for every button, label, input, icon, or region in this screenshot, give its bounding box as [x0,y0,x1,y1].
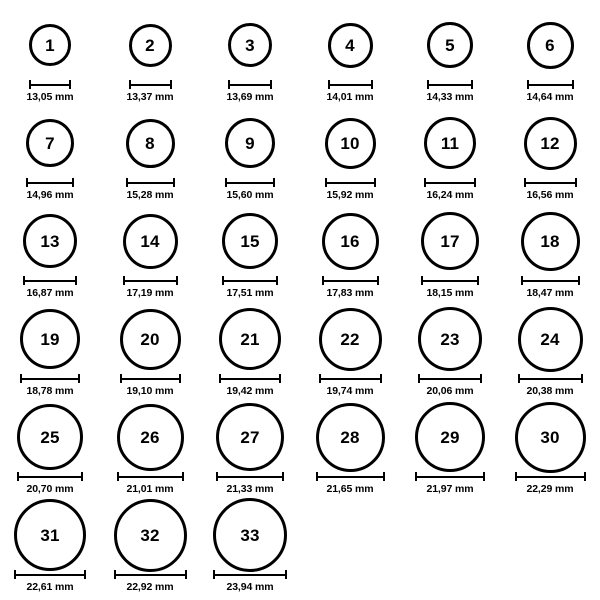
measurement-bar [23,276,77,284]
ring-graphic [213,498,287,572]
ring-graphic [524,106,577,180]
measurement-tick-left [421,276,423,285]
measurement-tick-left [518,374,520,383]
measurement-tick-left [20,374,22,383]
ring-diameter-label: 19,74 mm [326,385,374,397]
measurement-bar [120,374,181,382]
ring-diameter-label: 19,10 mm [126,385,174,397]
measurement-line [325,182,376,184]
ring-circle [120,309,181,370]
ring-graphic [126,106,175,180]
measurement-bar [524,178,577,186]
ring-graphic [129,8,172,82]
ring-size-label: 10 [340,133,360,153]
ring-size-label: 18 [540,231,560,251]
measurement-line [228,84,272,86]
ring-size-label: 19 [40,329,60,349]
measurement-bar [418,374,482,382]
measurement-tick-left [424,178,426,187]
measurement-bar [222,276,278,284]
measurement-tick-right [75,276,77,285]
ring-circle [424,117,476,169]
ring-graphic [14,498,86,572]
ring-graphic [117,400,184,474]
ring-size-label: 13 [40,231,60,251]
ring-circle [427,22,473,68]
measurement-bar [316,472,385,480]
ring-size-label: 16 [340,231,360,251]
ring-size-cell[interactable] [500,8,600,106]
ring-size-label: 24 [540,329,560,349]
measurement-line [322,280,379,282]
measurement-bar [117,472,184,480]
measurement-tick-right [575,178,577,187]
ring-diameter-label: 22,29 mm [526,483,574,495]
ring-size-label: 3 [245,35,255,55]
ring-circle [126,119,175,168]
ring-graphic [325,106,376,180]
ring-diameter-label: 16,24 mm [426,189,474,201]
ring-circle [14,499,86,571]
measurement-tick-right [182,472,184,481]
measurement-bar [521,276,580,284]
measurement-tick-right [474,178,476,187]
ring-circle [29,24,71,66]
ring-size-label: 17 [440,231,460,251]
measurement-bar [114,570,187,578]
ring-circle [322,213,379,270]
ring-size-cell[interactable] [200,8,300,106]
measurement-tick-right [84,570,86,579]
measurement-tick-right [279,374,281,383]
ring-size-label: 2 [145,35,155,55]
measurement-tick-right [374,178,376,187]
ring-size-cell[interactable] [500,302,600,400]
ring-size-cell[interactable] [100,8,200,106]
ring-diameter-label: 18,47 mm [526,287,574,299]
ring-diameter-label: 18,78 mm [26,385,74,397]
ring-circle [216,403,284,471]
measurement-tick-right [483,472,485,481]
ring-diameter-label: 17,83 mm [326,287,374,299]
measurement-bar [322,276,379,284]
measurement-line [421,280,479,282]
measurement-line [527,84,574,86]
ring-circle [418,307,482,371]
measurement-tick-left [117,472,119,481]
ring-diameter-label: 14,01 mm [326,91,374,103]
ring-size-cell[interactable] [100,106,200,204]
ring-graphic [219,302,281,376]
measurement-tick-right [581,374,583,383]
ring-diameter-label: 18,15 mm [426,287,474,299]
measurement-tick-left [213,570,215,579]
ring-graphic [319,302,382,376]
ring-graphic [316,400,385,474]
measurement-line [415,476,485,478]
measurement-line [518,378,583,380]
measurement-tick-left [527,80,529,89]
ring-size-cell[interactable] [200,106,300,204]
measurement-line [225,182,275,184]
ring-circle [521,212,580,271]
measurement-line [319,378,382,380]
measurement-bar [26,178,74,186]
measurement-bar [213,570,287,578]
ring-diameter-label: 14,64 mm [526,91,574,103]
measurement-line [216,476,284,478]
ring-size-label: 7 [45,133,55,153]
measurement-line [123,280,178,282]
measurement-bar [29,80,71,88]
measurement-bar [424,178,476,186]
ring-size-cell[interactable] [200,302,300,400]
measurement-line [17,476,83,478]
ring-size-label: 1 [45,35,55,55]
measurement-tick-left [222,276,224,285]
measurement-tick-right [282,472,284,481]
measurement-bar [415,472,485,480]
measurement-line [114,574,187,576]
measurement-tick-right [584,472,586,481]
measurement-tick-left [23,276,25,285]
measurement-tick-left [219,374,221,383]
ring-size-label: 14 [140,231,160,251]
ring-size-cell[interactable] [400,302,500,400]
ring-graphic [222,204,278,278]
ring-size-cell[interactable] [0,106,100,204]
ring-size-label: 21 [240,329,260,349]
ring-circle [518,307,583,372]
ring-size-label: 28 [340,427,360,447]
ring-circle [17,404,83,470]
ring-size-cell[interactable] [500,400,600,498]
ring-circle [114,499,187,572]
ring-size-cell[interactable] [300,204,400,302]
ring-graphic [427,8,473,82]
measurement-bar [129,80,172,88]
measurement-tick-right [270,80,272,89]
ring-size-label: 11 [440,133,460,153]
ring-graphic [225,106,275,180]
ring-graphic [17,400,83,474]
ring-size-label: 6 [545,35,555,55]
ring-size-cell[interactable] [400,106,500,204]
measurement-bar [515,472,586,480]
ring-circle [325,118,376,169]
ring-size-label: 32 [140,525,160,545]
ring-circle [527,22,574,69]
ring-circle [319,308,382,371]
measurement-tick-left [316,472,318,481]
ring-size-label: 9 [245,133,255,153]
ring-size-cell[interactable] [0,204,100,302]
measurement-line [328,84,373,86]
measurement-tick-right [185,570,187,579]
measurement-bar [216,472,284,480]
measurement-bar [14,570,86,578]
measurement-tick-right [176,276,178,285]
ring-graphic [518,302,583,376]
ring-circle [515,402,586,473]
measurement-tick-left [120,374,122,383]
ring-circle [225,118,275,168]
ring-diameter-label: 22,92 mm [126,581,174,593]
ring-graphic [415,400,485,474]
ring-size-label: 4 [345,35,355,55]
ring-size-label: 22 [340,329,360,349]
measurement-bar [228,80,272,88]
measurement-bar [17,472,83,480]
ring-diameter-label: 21,65 mm [326,483,374,495]
ring-circle [524,117,577,170]
ring-graphic [228,8,272,82]
ring-circle [20,309,80,369]
ring-size-label: 29 [440,427,460,447]
measurement-bar [126,178,175,186]
ring-size-cell[interactable] [500,106,600,204]
ring-circle [23,214,77,268]
measurement-line [418,378,482,380]
ring-size-label: 20 [140,329,160,349]
ring-circle [219,308,281,370]
measurement-line [120,378,181,380]
ring-diameter-label: 21,01 mm [126,483,174,495]
measurement-line [213,574,287,576]
measurement-tick-left [14,570,16,579]
measurement-tick-right [81,472,83,481]
ring-size-label: 15 [240,231,260,251]
ring-size-label: 30 [540,427,560,447]
measurement-line [424,182,476,184]
measurement-tick-right [371,80,373,89]
measurement-tick-left [29,80,31,89]
ring-diameter-label: 21,97 mm [426,483,474,495]
ring-graphic [424,106,476,180]
ring-size-label: 27 [240,427,260,447]
measurement-line [23,280,77,282]
measurement-tick-right [173,178,175,187]
ring-diameter-label: 15,92 mm [326,189,374,201]
measurement-tick-right [572,80,574,89]
ring-graphic [114,498,187,572]
measurement-tick-left [322,276,324,285]
ring-circle [26,119,74,167]
ring-circle [129,24,172,67]
measurement-line [524,182,577,184]
measurement-bar [527,80,574,88]
ring-size-cell[interactable] [200,204,300,302]
measurement-tick-left [126,178,128,187]
measurement-line [515,476,586,478]
ring-size-cell[interactable] [400,400,500,498]
ring-circle [316,403,385,472]
ring-diameter-label: 16,87 mm [26,287,74,299]
ring-circle [421,212,479,270]
measurement-tick-left [328,80,330,89]
ring-graphic [521,204,580,278]
measurement-line [20,378,80,380]
ring-graphic [29,8,71,82]
ring-size-cell[interactable] [0,498,100,596]
ring-diameter-label: 14,33 mm [426,91,474,103]
ring-size-label: 23 [440,329,460,349]
ring-size-label: 33 [240,525,260,545]
ring-circle [222,213,278,269]
ring-size-cell[interactable] [500,204,600,302]
measurement-line [219,378,281,380]
ring-size-label: 5 [445,35,455,55]
measurement-line [427,84,473,86]
measurement-tick-right [578,276,580,285]
ring-size-cell[interactable] [0,8,100,106]
measurement-bar [225,178,275,186]
ring-graphic [421,204,479,278]
ring-size-label: 26 [140,427,160,447]
ring-size-cell[interactable] [300,8,400,106]
ring-size-label: 12 [540,133,560,153]
ring-size-cell[interactable] [200,498,300,596]
measurement-line [222,280,278,282]
measurement-tick-right [383,472,385,481]
ring-diameter-label: 17,51 mm [226,287,274,299]
ring-size-cell[interactable] [0,302,100,400]
ring-graphic [216,400,284,474]
ring-size-cell[interactable] [100,498,200,596]
measurement-bar [319,374,382,382]
ring-size-label: 8 [145,133,155,153]
measurement-tick-right [377,276,379,285]
measurement-bar [123,276,178,284]
ring-circle [415,402,485,472]
ring-diameter-label: 16,56 mm [526,189,574,201]
measurement-tick-right [285,570,287,579]
ring-diameter-label: 19,42 mm [226,385,274,397]
ring-graphic [527,8,574,82]
ring-size-cell[interactable] [400,8,500,106]
measurement-line [26,182,74,184]
measurement-tick-left [225,178,227,187]
measurement-tick-right [273,178,275,187]
ring-graphic [26,106,74,180]
ring-diameter-label: 20,38 mm [526,385,574,397]
ring-size-cell[interactable] [300,302,400,400]
measurement-tick-left [515,472,517,481]
ring-graphic [328,8,373,82]
ring-diameter-label: 23,94 mm [226,581,274,593]
ring-size-cell[interactable] [300,106,400,204]
ring-graphic [515,400,586,474]
measurement-tick-right [276,276,278,285]
measurement-bar [518,374,583,382]
ring-diameter-label: 17,19 mm [126,287,174,299]
ring-size-cell[interactable] [400,204,500,302]
measurement-bar [325,178,376,186]
measurement-tick-left [418,374,420,383]
measurement-line [117,476,184,478]
ring-graphic [20,302,80,376]
ring-diameter-label: 21,33 mm [226,483,274,495]
ring-diameter-label: 14,96 mm [26,189,74,201]
measurement-tick-left [216,472,218,481]
ring-graphic [123,204,178,278]
ring-diameter-label: 22,61 mm [26,581,74,593]
ring-circle [117,404,184,471]
measurement-tick-left [325,178,327,187]
measurement-line [14,574,86,576]
measurement-tick-left [427,80,429,89]
ring-circle [228,23,272,67]
ring-graphic [418,302,482,376]
measurement-tick-left [524,178,526,187]
measurement-bar [421,276,479,284]
ring-diameter-label: 13,69 mm [226,91,274,103]
ring-graphic [23,204,77,278]
ring-size-cell[interactable] [100,204,200,302]
measurement-tick-right [69,80,71,89]
ring-circle [123,214,178,269]
measurement-line [129,84,172,86]
measurement-tick-left [319,374,321,383]
measurement-tick-left [415,472,417,481]
measurement-tick-right [72,178,74,187]
measurement-tick-left [129,80,131,89]
ring-size-label: 31 [40,525,60,545]
measurement-tick-right [471,80,473,89]
measurement-bar [20,374,80,382]
measurement-tick-right [179,374,181,383]
ring-diameter-label: 13,05 mm [26,91,74,103]
measurement-tick-right [477,276,479,285]
measurement-bar [427,80,473,88]
measurement-bar [219,374,281,382]
measurement-line [126,182,175,184]
measurement-bar [328,80,373,88]
measurement-tick-right [480,374,482,383]
measurement-tick-right [170,80,172,89]
ring-size-cell[interactable] [0,400,100,498]
ring-diameter-label: 13,37 mm [126,91,174,103]
ring-size-cell[interactable] [100,302,200,400]
measurement-line [29,84,71,86]
ring-graphic [322,204,379,278]
measurement-tick-left [26,178,28,187]
ring-size-cell[interactable] [300,400,400,498]
ring-diameter-label: 15,60 mm [226,189,274,201]
ring-diameter-label: 20,06 mm [426,385,474,397]
measurement-tick-left [17,472,19,481]
ring-size-cell[interactable] [200,400,300,498]
ring-circle [328,23,373,68]
measurement-line [316,476,385,478]
ring-diameter-label: 20,70 mm [26,483,74,495]
ring-diameter-label: 15,28 mm [126,189,174,201]
ring-size-label: 25 [40,427,60,447]
measurement-tick-left [114,570,116,579]
measurement-line [521,280,580,282]
ring-size-cell[interactable] [100,400,200,498]
ring-graphic [120,302,181,376]
measurement-tick-left [123,276,125,285]
ring-circle [213,498,287,572]
measurement-tick-right [380,374,382,383]
measurement-tick-left [228,80,230,89]
measurement-tick-left [521,276,523,285]
measurement-tick-right [78,374,80,383]
